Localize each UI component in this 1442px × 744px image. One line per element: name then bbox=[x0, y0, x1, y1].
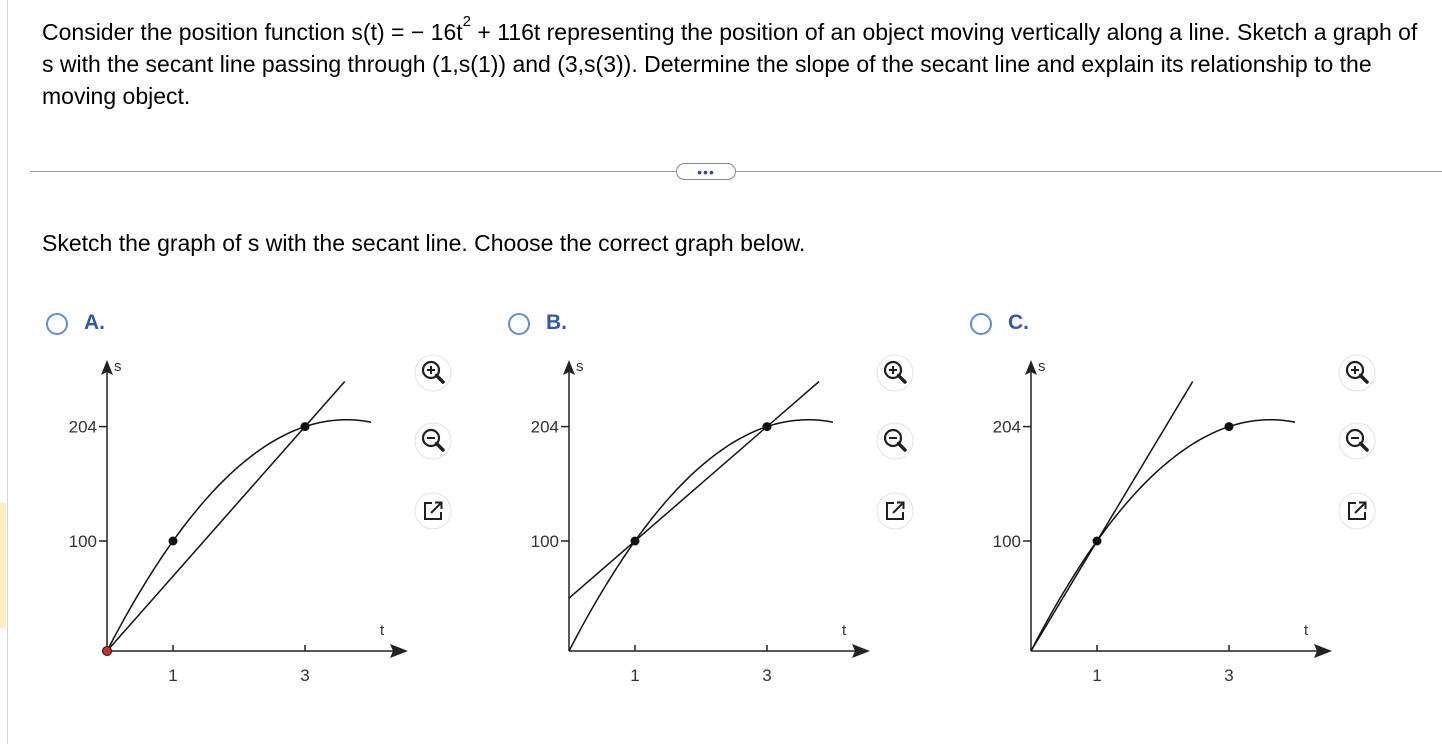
point-t3 bbox=[1225, 422, 1234, 431]
t-axis-label: t bbox=[380, 622, 385, 639]
y-tick-100-label: 100 bbox=[68, 532, 97, 551]
zoom-out-icon[interactable] bbox=[1337, 421, 1377, 461]
new-window-icon[interactable] bbox=[875, 491, 915, 531]
point-t1 bbox=[1093, 537, 1102, 546]
y-tick-204-label: 204 bbox=[68, 417, 97, 437]
position-curve bbox=[1031, 420, 1295, 651]
graph-svg bbox=[974, 345, 1344, 690]
section-divider bbox=[30, 171, 1442, 172]
choice-a-label[interactable]: A. bbox=[84, 311, 105, 334]
zoom-out-icon[interactable] bbox=[875, 421, 915, 461]
point-t3 bbox=[301, 422, 310, 431]
x-tick-3-label: 3 bbox=[762, 666, 772, 685]
x-tick-3-label: 3 bbox=[1224, 666, 1234, 685]
y-tick-204-label: 204 bbox=[992, 417, 1021, 437]
choice-b-graph bbox=[512, 345, 882, 695]
y-tick-204-label: 204 bbox=[530, 417, 559, 437]
new-window-icon[interactable] bbox=[1337, 491, 1377, 531]
x-tick-3-label: 3 bbox=[300, 666, 310, 685]
choice-c-radio[interactable] bbox=[970, 313, 992, 335]
new-window-icon[interactable] bbox=[413, 491, 453, 531]
left-indicator bbox=[0, 503, 6, 628]
choice-b-label[interactable]: B. bbox=[546, 311, 567, 334]
choice-c-label[interactable]: C. bbox=[1008, 311, 1029, 334]
point-t1 bbox=[169, 537, 178, 546]
question-part2: + 116t representing the position of an object moving vertically along a line. Sketch a graph of s with the secant line passing through (1,s(1)) and (3,s(3)). Determine the slope of the secant line and explain its relationship to the moving object. bbox=[42, 19, 1418, 109]
secant-line bbox=[1031, 382, 1193, 652]
t-axis-label: t bbox=[1304, 622, 1309, 639]
graph-svg bbox=[50, 345, 420, 690]
question-exponent: 2 bbox=[462, 13, 471, 30]
prompt-text: Sketch the graph of s with the secant line. Choose the correct graph below. bbox=[42, 230, 806, 256]
s-axis-label: s bbox=[1038, 358, 1046, 375]
left-border bbox=[7, 0, 8, 744]
choice-b-radio[interactable] bbox=[508, 313, 530, 335]
y-tick-100-label: 100 bbox=[992, 532, 1021, 551]
point-t1 bbox=[631, 537, 640, 546]
point-t3 bbox=[763, 422, 772, 431]
zoom-out-icon[interactable] bbox=[413, 421, 453, 461]
secant-line bbox=[107, 382, 345, 652]
secant-line bbox=[569, 382, 819, 599]
choice-a-radio[interactable] bbox=[46, 313, 68, 335]
position-curve bbox=[569, 420, 833, 651]
y-tick-100-label: 100 bbox=[530, 532, 559, 551]
s-axis-label: s bbox=[576, 358, 584, 375]
question-text bbox=[42, 13, 1432, 112]
question-part1: Consider the position function s(t) = − 16t bbox=[42, 19, 463, 45]
zoom-in-icon[interactable] bbox=[1337, 353, 1377, 393]
x-tick-1-label: 1 bbox=[1092, 666, 1102, 685]
x-tick-1-label: 1 bbox=[168, 666, 178, 685]
zoom-in-icon[interactable] bbox=[413, 353, 453, 393]
position-curve bbox=[107, 420, 371, 651]
choice-c-graph bbox=[974, 345, 1344, 695]
zoom-in-icon[interactable] bbox=[875, 353, 915, 393]
s-axis-label: s bbox=[114, 358, 122, 375]
t-axis-label: t bbox=[842, 622, 847, 639]
x-tick-1-label: 1 bbox=[630, 666, 640, 685]
show-more-button[interactable]: ••• bbox=[676, 163, 736, 180]
choice-a-graph bbox=[50, 345, 420, 695]
graph-svg bbox=[512, 345, 882, 690]
origin-point bbox=[103, 647, 112, 656]
